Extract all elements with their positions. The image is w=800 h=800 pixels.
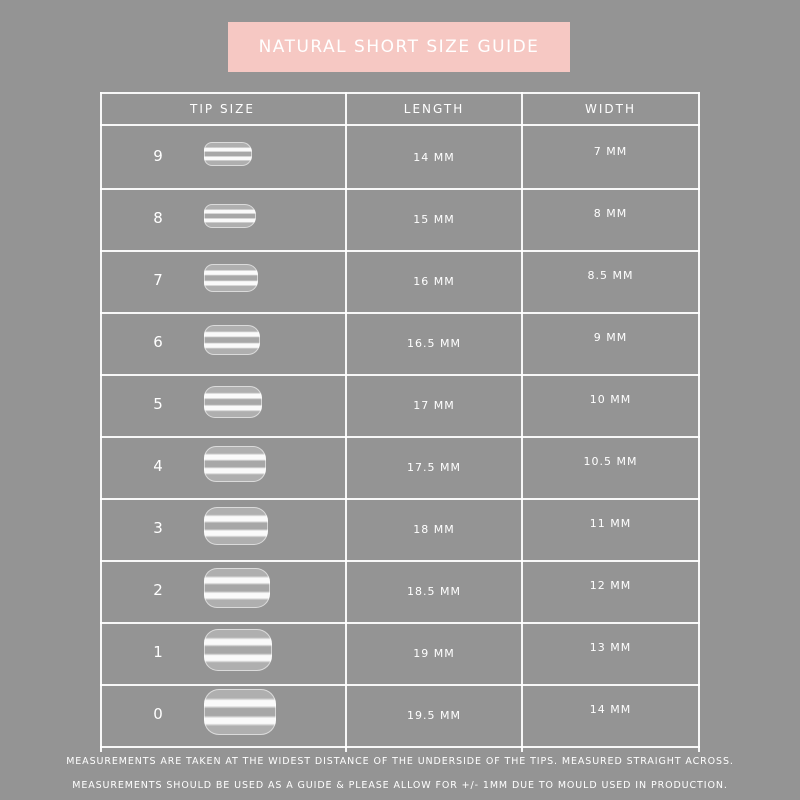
table-border-right [698, 92, 700, 752]
tip-size-number: 2 [153, 581, 163, 599]
length-value: 17 MM [413, 398, 455, 412]
length-value: 19.5 MM [407, 708, 461, 722]
width-value: 12 MM [589, 578, 632, 592]
width-value: 10.5 MM [583, 454, 638, 468]
width-value: 7 MM [593, 144, 628, 158]
tip-size-number: 4 [153, 457, 163, 475]
width-value: 8 MM [593, 206, 628, 220]
nail-tip-icon [204, 386, 262, 418]
length-value: 18.5 MM [407, 584, 461, 598]
tip-size-number: 0 [153, 705, 163, 723]
header-width: WIDTH [585, 102, 636, 116]
width-value: 10 MM [589, 392, 632, 406]
nail-tip-icon [204, 142, 252, 166]
length-value: 14 MM [413, 150, 455, 164]
tip-size-number: 9 [153, 147, 163, 165]
tip-size-number: 1 [153, 643, 163, 661]
nail-tip-icon [204, 264, 258, 292]
footer-note-1: MEASUREMENTS ARE TAKEN AT THE WIDEST DISTANCE OF THE UNDERSIDE OF THE TIPS. MEASURED STRAIGHT ACROSS. [66, 756, 734, 767]
nail-tip-icon [204, 325, 260, 355]
tip-size-number: 6 [153, 333, 163, 351]
length-value: 15 MM [413, 212, 455, 226]
nail-tip-icon [204, 568, 270, 608]
size-table [100, 92, 700, 752]
length-value: 19 MM [413, 646, 455, 660]
page-title: NATURAL SHORT SIZE GUIDE [258, 37, 540, 57]
length-value: 16 MM [413, 274, 455, 288]
width-value: 14 MM [589, 702, 632, 716]
width-value: 13 MM [589, 640, 632, 654]
width-value: 8.5 MM [587, 268, 634, 282]
nail-tip-icon [204, 204, 256, 228]
title-banner [228, 22, 570, 72]
tip-size-number: 3 [153, 519, 163, 537]
nail-tip-icon [204, 446, 266, 482]
header-tip-size: TIP SIZE [190, 102, 255, 116]
footer-note-2: MEASUREMENTS SHOULD BE USED AS A GUIDE & PLEASE ALLOW FOR +/- 1MM DUE TO MOULD USED IN PRODUCTION. [72, 780, 728, 791]
table-border-left [100, 92, 102, 752]
width-value: 9 MM [593, 330, 628, 344]
tip-size-number: 5 [153, 395, 163, 413]
tip-size-number: 7 [153, 271, 163, 289]
length-value: 17.5 MM [407, 460, 461, 474]
row-divider [100, 746, 700, 748]
header-length: LENGTH [403, 102, 465, 116]
length-value: 18 MM [413, 522, 455, 536]
nail-tip-icon [204, 629, 272, 671]
nail-tip-icon [204, 689, 276, 735]
nail-tip-icon [204, 507, 268, 545]
length-value: 16.5 MM [407, 336, 461, 350]
width-value: 11 MM [589, 516, 632, 530]
tip-size-number: 8 [153, 209, 163, 227]
